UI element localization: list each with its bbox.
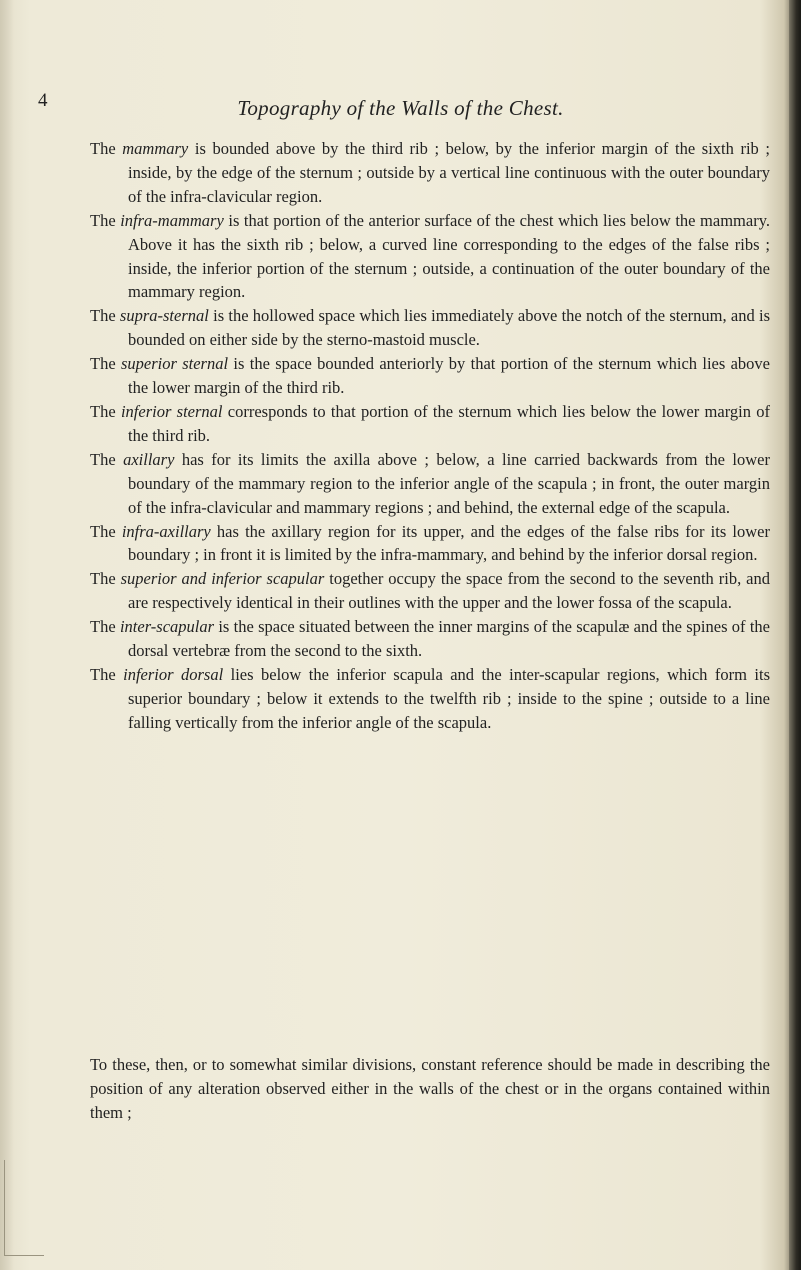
region-entry: The supra-sternal is the hollowed space which lies immediately above the notch of the sternum, and is bounded on either side by the sterno-mastoid muscle. <box>90 306 770 350</box>
region-entry: The mammary is bounded above by the third rib ; below, by the inferior margin of the sixth rib ; inside, by the edge of the sternum ; outside by a vertical line continuous with the outer boundary of the infra-clavicular region. <box>90 139 770 206</box>
region-term: infra-axillary <box>121 521 211 541</box>
region-entry: The inferior sternal corresponds to that portion of the sternum which lies below the lower margin of the third rib. <box>90 401 771 445</box>
running-head: Topography of the Walls of the Chest. <box>237 96 564 120</box>
page-left-edge-shadow <box>0 0 14 1270</box>
region-term: infra-mammary <box>120 210 224 230</box>
region-definitions <box>90 137 770 735</box>
margin-rule-vertical <box>4 1160 5 1255</box>
region-term: mammary <box>122 139 189 158</box>
region-term: inferior sternal <box>120 401 223 421</box>
region-term: inferior dorsal <box>123 664 224 684</box>
region-entry: The superior sternal is the space bounded anteriorly by that portion of the sternum which lies above the lower margin of the third rib. <box>90 354 770 398</box>
page-number: 4 <box>38 90 48 111</box>
region-term: superior sternal <box>120 354 229 374</box>
closing-paragraph: To these, then, or to somewhat similar divisions, constant reference should be made in describing the position of any alteration observed either in the walls of the chest or in the organs contained within them ; <box>90 1055 770 1122</box>
region-term: axillary <box>123 449 175 469</box>
region-term: inter-scapular <box>119 617 215 637</box>
margin-rule-horizontal <box>4 1255 44 1256</box>
region-entry: The inferior dorsal lies below the inferior scapula and the inter-scapular regions, which form its superior boundary ; below it extends to the twelfth rib ; inside to the spine ; outside to a line falling vertically from the inferior angle of the scapula. <box>90 664 770 732</box>
region-entry: The infra-mammary is that portion of the anterior surface of the chest which lies below the mammary. Above it has the sixth rib ; below, a curved line corresponding to the edges of the false ribs ; inside, the inferior portion of the sternum ; outside, a continuation of the outer boundary of the mammary region. <box>90 210 770 302</box>
region-term: superior and inferior scapular <box>120 569 325 589</box>
region-entry: The inter-scapular is the space situated between the inner margins of the scapulæ and the spines of the dorsal vertebræ from the second to the sixth. <box>90 617 770 661</box>
region-term: supra-sternal <box>119 306 209 326</box>
book-binding-edge <box>789 0 801 1270</box>
region-entry: The superior and inferior scapular together occupy the space from the second to the seventh rib, and are respectively identical in their outlines with the upper and the lower fossa of the scapula. <box>90 569 770 613</box>
region-entry: The axillary has for its limits the axilla above ; below, a line carried backwards from the lower boundary of the mammary region to the inferior angle of the scapula ; in front, the outer margin of the infra-clavicular and mammary regions ; and behind, the external edge of the scapula. <box>90 449 770 517</box>
region-entry: The infra-axillary has the axillary region for its upper, and the edges of the false ribs for its lower boundary ; in front it is limited by the infra-mammary, and behind by the inferior dorsal region. <box>90 521 770 565</box>
